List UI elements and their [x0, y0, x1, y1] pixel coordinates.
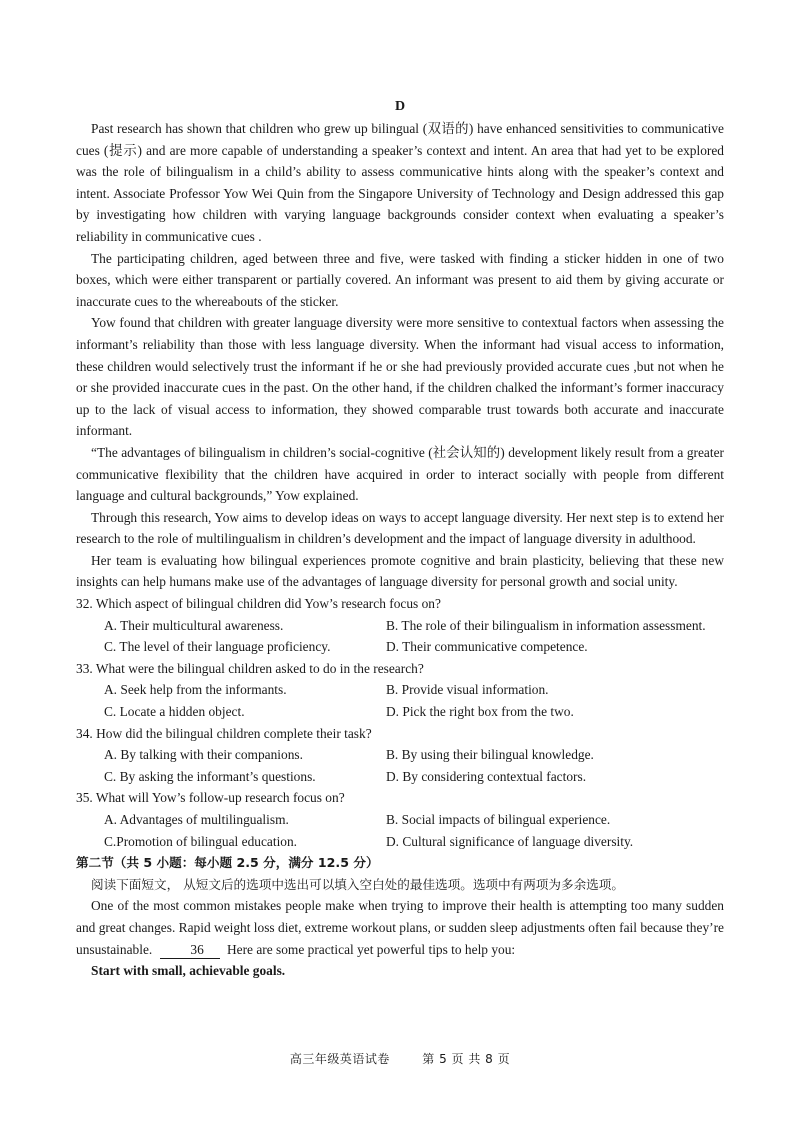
page-content	[76, 96, 724, 982]
paragraph-4: “The advantages of bilingualism in children’s social-cognitive (社会认知的) development likely result from a greater communicative flexibility that the children have acquired in order to interact socially with people from different language and cultural backgrounds,” Yow explained.	[76, 444, 724, 504]
option-c: C. Locate a hidden object.	[104, 704, 245, 720]
option-d: D. Their communicative competence.	[386, 639, 588, 655]
paragraph-2: The participating children, aged between three and five, were tasked with finding a sticker hidden in one of two boxes, which were either transparent or partially covered. An informant was present to aid them by giving accurate or inaccurate cues to the whereabouts of the sticker.	[76, 250, 724, 309]
option-b: B. Social impacts of bilingual experience.	[386, 812, 611, 827]
section-2-paragraph	[76, 895, 724, 960]
paragraph-6: Her team is evaluating how bilingual experiences promote cognitive and brain plasticity, believing that these new insights can help humans make use of the advantages of language diversity for personal growth and social unity.	[76, 552, 724, 590]
paragraph-text-before-blank: One of the most common mistakes people make when trying to improve their health is attempting too many sudden and great changes. Rapid weight loss diet, extreme workout plans, or sudden sleep adjustments often fail because they’re unsustainable.	[76, 898, 724, 957]
paragraph-1: Past research has shown that children who grew up bilingual (双语的) have enhanced sensitivities to communicative cues (提示) and are more capable of understanding a speaker’s context and intent. An area that had yet to be explored was the role of bilingualism in a child’s ability to assess communicative hints along with the speaker’s context and intent. Associate Professor Yow Wei Quin from the Singapore University of Technology and Design addressed this gap by investigating how children with varying language backgrounds consider context when evaluating a speaker’s reliability in communicative cues .	[76, 121, 724, 244]
option-c: C. The level of their language proficiency.	[104, 639, 331, 655]
option-d: D. Cultural significance of language diversity.	[386, 833, 634, 849]
paragraph-5: Through this research, Yow aims to develop ideas on ways to accept language diversity. Her next step is to extend her research to the role of multilingualism in children’s development and the impact of language diversity in adulthood.	[76, 509, 724, 547]
question-32	[76, 593, 724, 658]
option-d: D. By considering contextual factors.	[386, 768, 587, 784]
section-letter: D	[394, 99, 406, 114]
paragraph-text-after-blank: Here are some practical yet powerful tips to help you:	[226, 941, 516, 957]
question-options	[76, 809, 724, 852]
option-a: A. Seek help from the informants.	[104, 682, 287, 698]
question-stem: 34. How did the bilingual children complete their task?	[76, 725, 372, 741]
option-c: C.Promotion of bilingual education.	[104, 833, 298, 849]
question-34	[76, 723, 724, 788]
question-35	[76, 787, 724, 852]
option-d: D. Pick the right box from the two.	[386, 704, 574, 720]
question-options	[76, 744, 724, 787]
option-a: A. Their multicultural awareness.	[104, 617, 284, 633]
question-33	[76, 658, 724, 723]
blank-36: 36	[160, 942, 220, 959]
question-options	[76, 615, 724, 658]
footer-exam-name: 高三年级英语试卷	[289, 1052, 390, 1066]
tip-heading: Start with small, achievable goals.	[91, 963, 286, 979]
section-2-heading: 第二节（共 5 小题：每小题 2.5 分，满分 12.5 分）	[76, 855, 379, 871]
question-stem: 32. Which aspect of bilingual children did Yow’s research focus on?	[76, 596, 441, 612]
option-a: A. By talking with their companions.	[104, 747, 303, 763]
question-stem: 35. What will Yow’s follow-up research focus on?	[76, 790, 345, 806]
question-stem: 33. What were the bilingual children asked to do in the research?	[76, 660, 424, 676]
paragraph-3: Yow found that children with greater language diversity were more sensitive to contextual factors when assessing the informant’s reliability than those with less language diversity. When the informant had visual access to information, these children would selectively trust the informant if he or she had previously provided accurate cues ,but not when he or she provided inaccurate cues in the past. On the other hand, if the children chalked the informant’s former inaccuracy up to the lack of visual access to information, they showed comparable trust towards both accurate and inaccurate informant.	[76, 315, 724, 439]
section-2-instruction: 阅读下面短文， 从短文后的选项中选出可以填入空白处的最佳选项。选项中有两项为多余选项。	[91, 876, 624, 892]
option-b: B. The role of their bilingualism in information assessment.	[386, 617, 706, 633]
option-b: B. By using their bilingual knowledge.	[386, 747, 594, 763]
option-c: C. By asking the informant’s questions.	[104, 768, 316, 784]
page-footer	[0, 1050, 800, 1067]
option-a: A. Advantages of multilingualism.	[104, 812, 289, 827]
question-options	[76, 679, 724, 722]
option-b: B. Provide visual information.	[386, 682, 549, 698]
footer-page-info: 第 5 页 共 8 页	[422, 1052, 511, 1066]
